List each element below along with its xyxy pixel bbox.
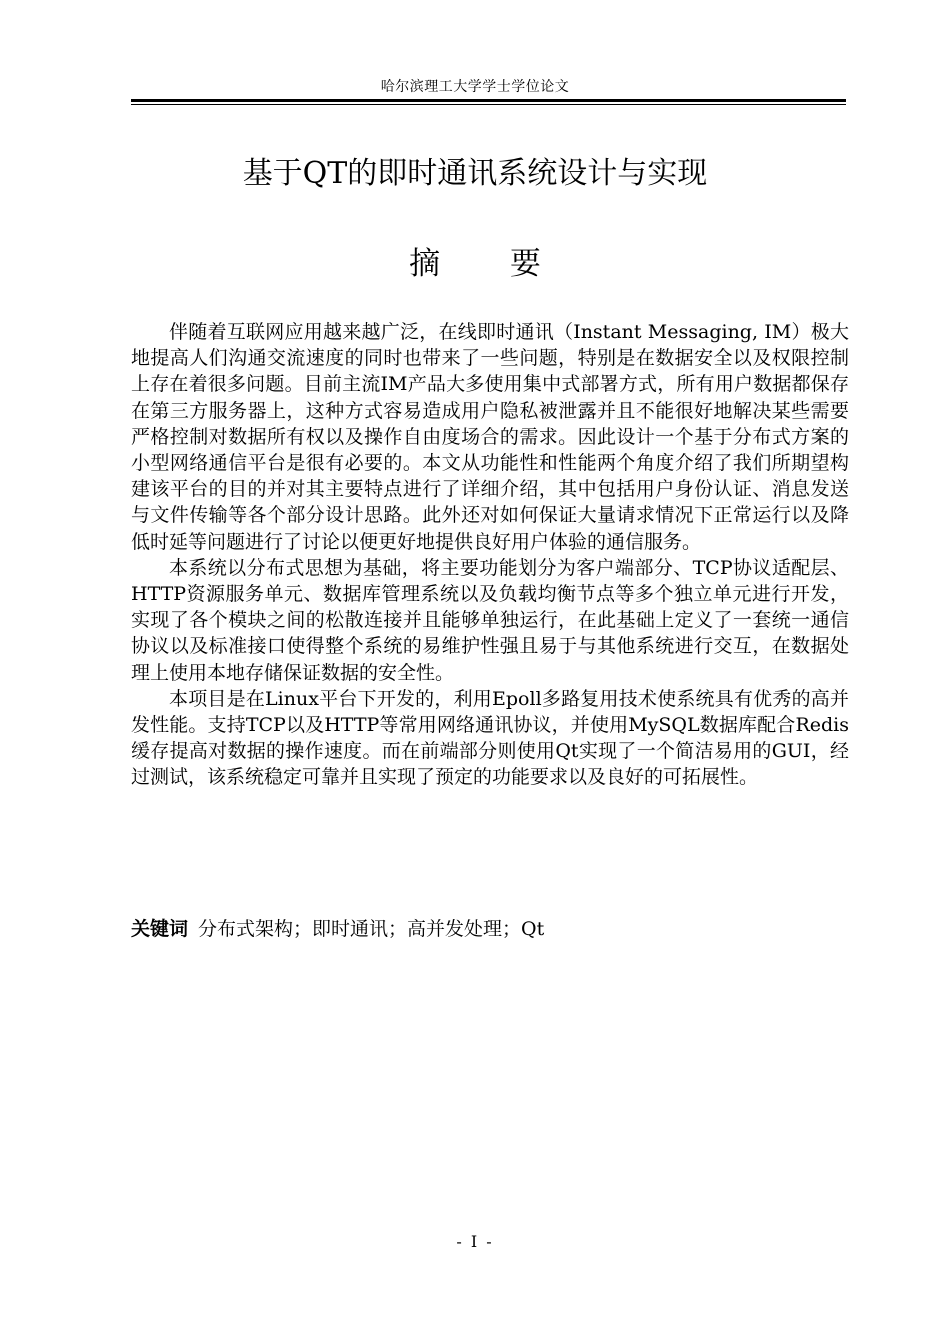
header-rule-thick: [131, 99, 846, 102]
abstract-paragraph-1: 伴随着互联网应用越来越广泛，在线即时通讯（Instant Messaging, IM）极大地提高人们沟通交流速度的同时也带来了一些问题，特别是在数据安全以及权限控制上存在着很多问题。目前主流IM产品大多使用集中式部署方式，所有用户数据都保存在第三方服务器上，这种方式容易造成用户隐私被泄露并且不能很好地解决某些需要严格控制对数据所有权以及操作自由度场合的需求。因此设计一个基于分布式方案的小型网络通信平台是很有必要的。本文从功能性和性能两个角度介绍了我们所期望构建该平台的目的并对其主要特点进行了详细介绍，其中包括用户身份认证、消息发送与文件传输等各个部分设计思路。此外还对如何保证大量请求情况下正常运行以及降低时延等问题进行了讨论以便更好地提供良好用户体验的通信服务。: [131, 321, 849, 553]
abstract-heading: 摘 要: [409, 246, 571, 282]
thesis-title: 基于QT的即时通讯系统设计与实现: [242, 156, 708, 191]
abstract-paragraph-3: 本项目是在Linux平台下开发的，利用Epoll多路复用技术使系统具有优秀的高并发性能。支持TCP以及HTTP等常用网络通讯协议，并使用MySQL数据库配合Redis缓存提高对数据的操作速度。而在前端部分则使用Qt实现了一个简洁易用的GUI，经过测试，该系统稳定可靠并且实现了预定的功能要求以及良好的可拓展性。: [131, 687, 849, 789]
page-number: - I -: [456, 1232, 494, 1251]
keywords-label: 关键词: [131, 918, 189, 940]
abstract-paragraph-2: 本系统以分布式思想为基础，将主要功能划分为客户端部分、TCP协议适配层、HTTP资源服务单元、数据库管理系统以及负载均衡节点等多个独立单元进行开发，实现了各个模块之间的松散连接并且能够单独运行，在此基础上定义了一套统一通信协议以及标准接口使得整个系统的易维护性强且易于与其他系统进行交互，在数据处理上使用本地存储保证数据的安全性。: [131, 556, 849, 684]
keywords-line: [131, 915, 849, 943]
abstract-body: [131, 319, 849, 791]
keywords-text: 分布式架构；即时通讯；高并发处理；Qt: [198, 918, 545, 940]
header-rule-thin: [131, 104, 846, 105]
running-header: 哈尔滨理工大学学士学位论文: [380, 79, 570, 95]
